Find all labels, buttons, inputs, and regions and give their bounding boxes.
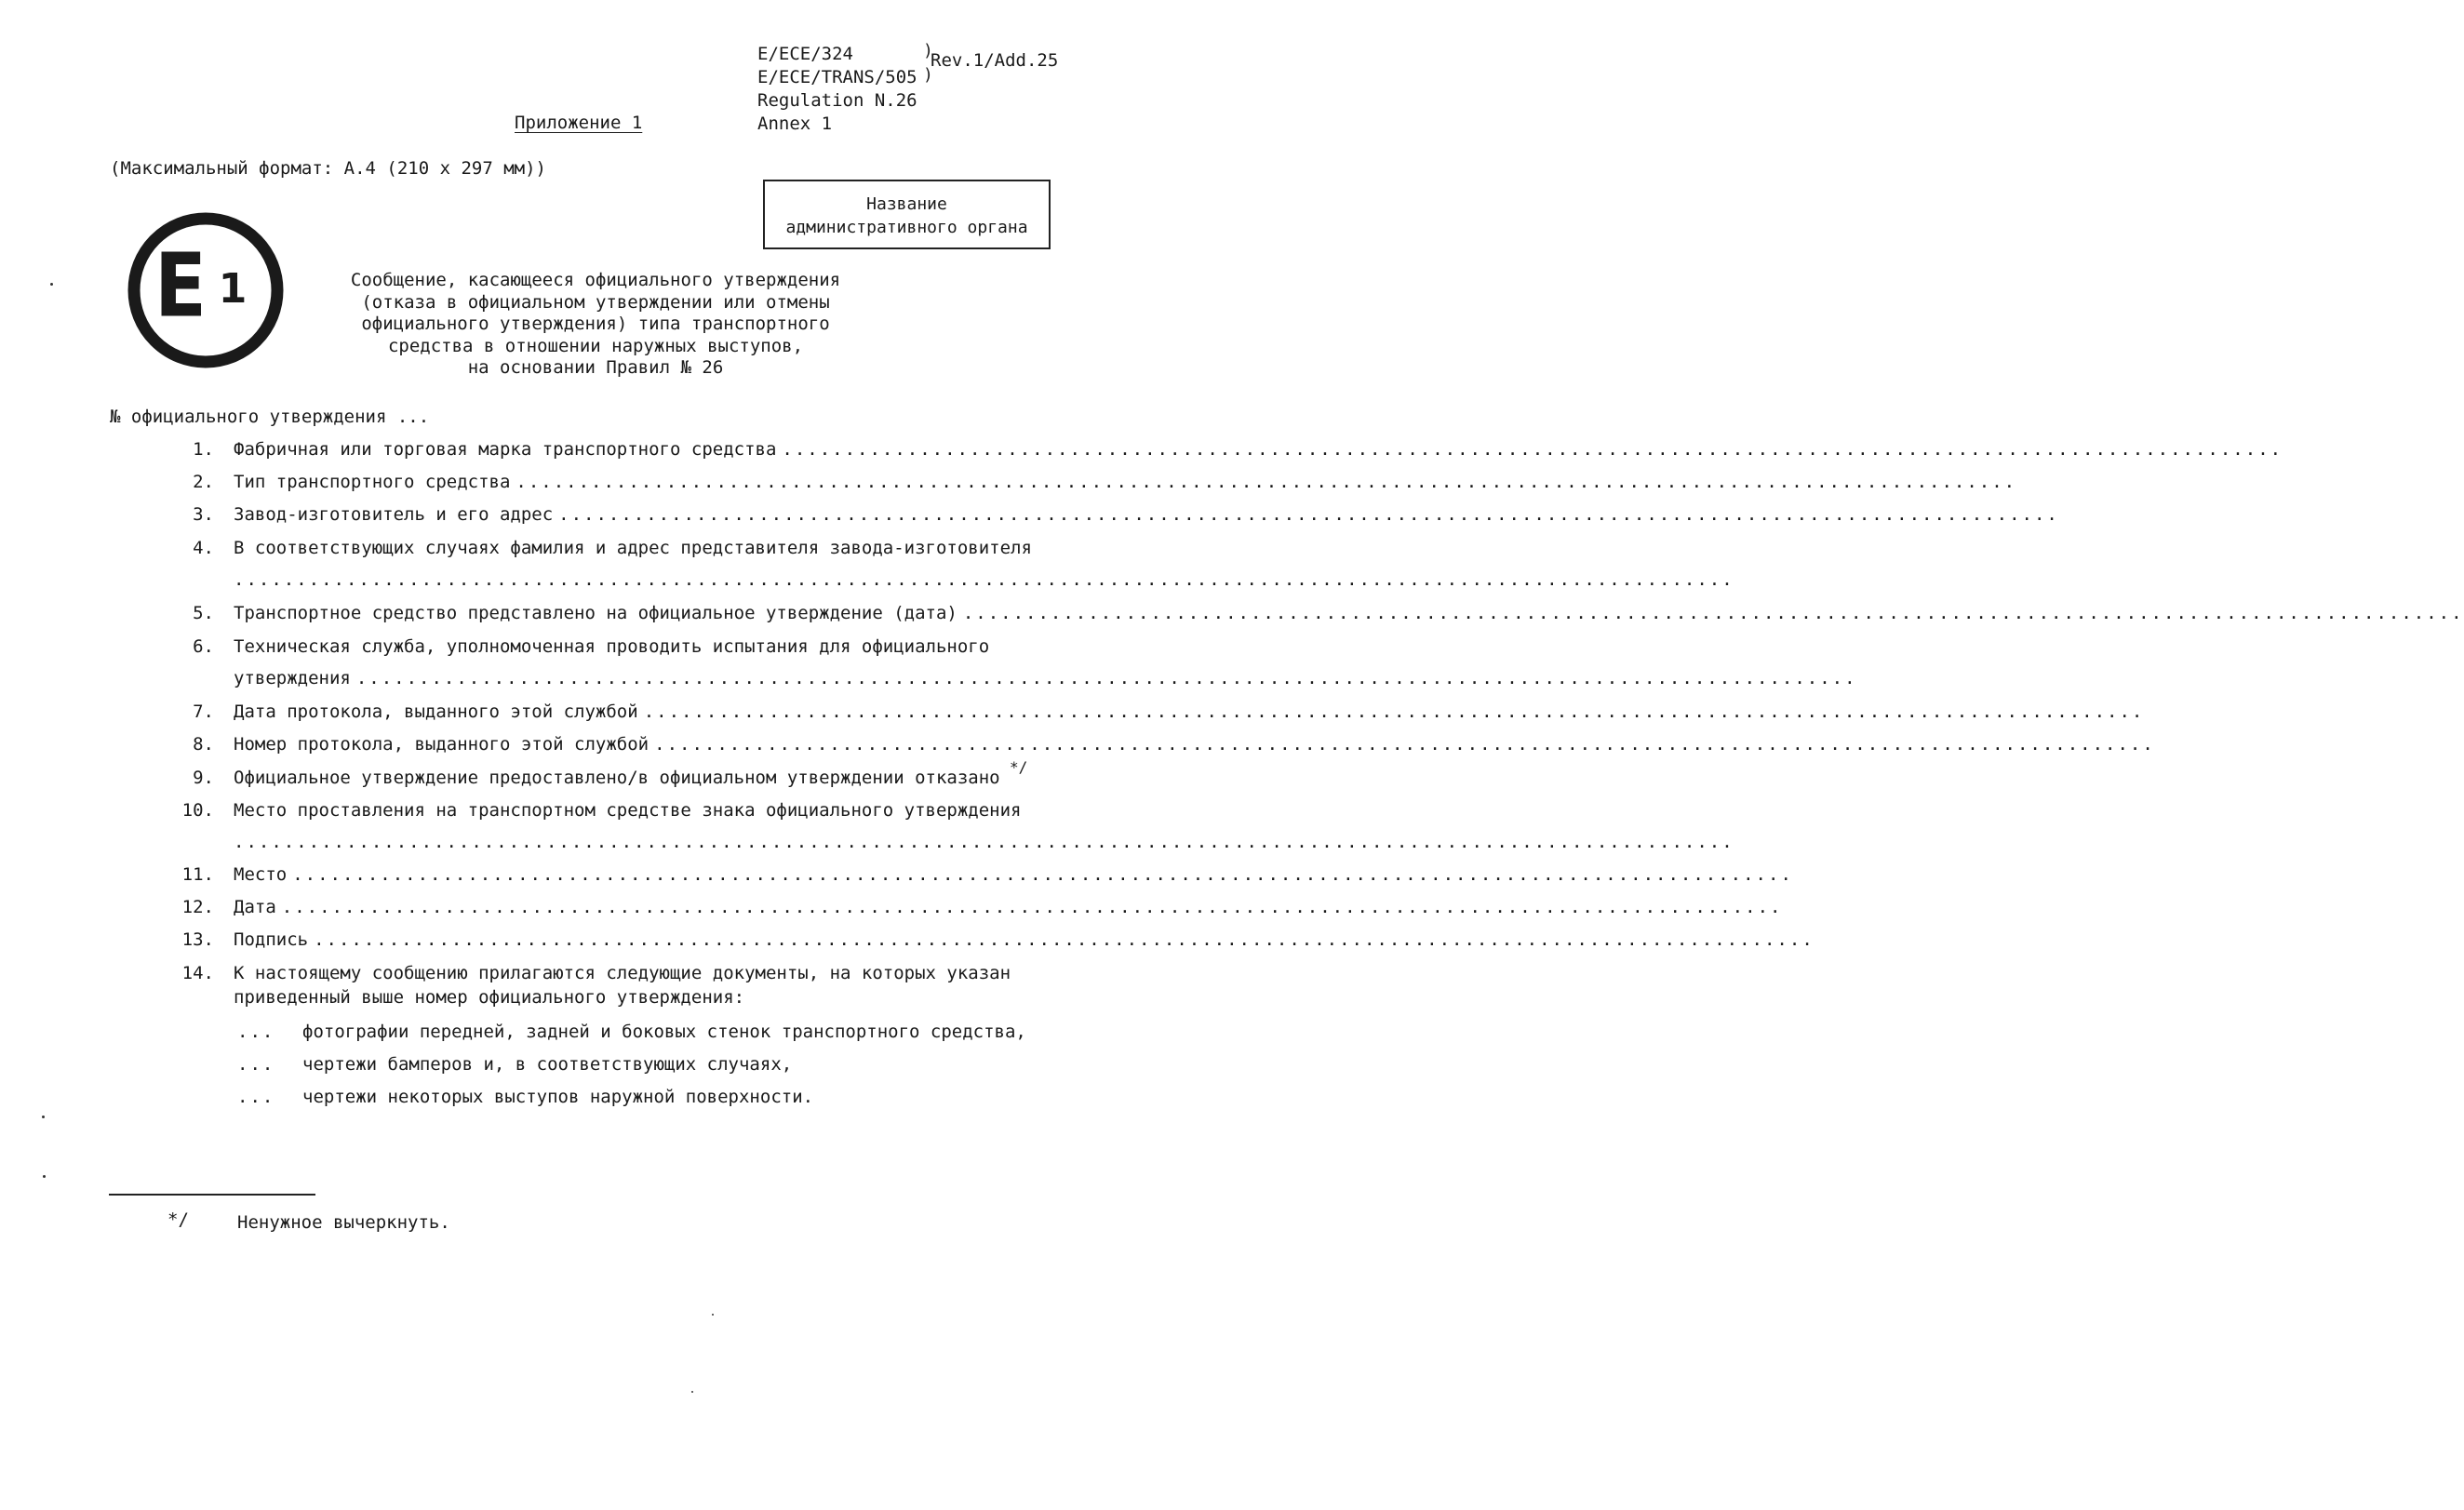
attachment-marker: ...	[237, 1054, 275, 1075]
authority-box-line-2: административного органа	[785, 218, 1028, 237]
fill-in-dots[interactable]: ........................................................................................................................	[234, 569, 1734, 590]
approval-number-label: № официального утверждения ...	[110, 407, 430, 427]
form-item-10	[0, 800, 1115, 828]
attachment-text: фотографии передней, задней и боковых стенок транспортного средства,	[302, 1022, 1026, 1042]
item-14-continuation: приведенный выше номер официального утверждения:	[234, 987, 745, 1008]
ref-line-2: E/ECE/TRANS/505	[757, 67, 917, 87]
message-line-3: официального утверждения) типа транспортного	[361, 314, 830, 334]
form-item-3	[0, 504, 2059, 532]
item-label: Тип транспортного средства	[234, 472, 511, 492]
item-number: 8.	[193, 734, 214, 755]
form-item-6-continuation	[0, 668, 1857, 696]
item-number: 1.	[193, 439, 214, 460]
attachment-text: чертежи некоторых выступов наружной поверхности.	[302, 1087, 814, 1107]
document-reference-block	[757, 43, 917, 136]
authority-box-line-1: Название	[866, 194, 947, 214]
footnote-text: Ненужное вычеркнуть.	[237, 1212, 450, 1233]
fill-in-dots[interactable]: ........................................................................................................................	[314, 929, 1815, 950]
form-item-11	[0, 864, 1793, 892]
item-label: К настоящему сообщению прилагаются следующие документы, на которых указан	[234, 963, 1011, 983]
form-item-7	[0, 702, 2145, 729]
annex-title: Приложение 1	[515, 113, 643, 133]
form-item-13	[0, 929, 1815, 957]
attachment-text: чертежи бамперов и, в соответствующих случаях,	[302, 1054, 793, 1075]
item-label: Фабричная или торговая марка транспортного средства	[234, 439, 777, 460]
item-number: 4.	[193, 538, 214, 558]
item-number: 12.	[181, 897, 214, 917]
message-line-2: (отказа в официальном утверждении или отмены	[361, 291, 830, 313]
item-number: 10.	[181, 800, 214, 821]
item-number: 13.	[181, 929, 214, 950]
fill-in-dots[interactable]: ........................................................................................................................	[782, 439, 2283, 460]
ref-line-4: Annex 1	[757, 114, 833, 134]
fill-in-dots[interactable]: ........................................................................................................................	[281, 897, 1783, 917]
footnote-mark: */	[167, 1209, 189, 1230]
form-item-9	[0, 768, 1115, 795]
fill-in-dots[interactable]: ........................................................................................................................	[292, 864, 1793, 885]
item-label: В соответствующих случаях фамилия и адрес представителя завода-изготовителя	[234, 538, 1032, 558]
item-number: 9.	[193, 768, 214, 788]
form-item-2	[0, 472, 2017, 500]
item-number: 6.	[193, 636, 214, 657]
fill-in-dots[interactable]: ........................................................................................................................	[558, 504, 2059, 525]
item-number: 3.	[193, 504, 214, 525]
fill-in-dots[interactable]: ........................................................................................................................	[516, 472, 2017, 492]
form-item-6	[0, 636, 1115, 664]
item-label: Место проставления на транспортном средстве знака официального утверждения	[234, 800, 1022, 821]
ref-line-3: Regulation N.26	[757, 90, 917, 111]
message-title	[333, 270, 858, 380]
item-label: Дата	[234, 897, 276, 917]
form-item-5	[0, 603, 2464, 631]
item-label: Завод-изготовитель и его адрес	[234, 504, 554, 525]
item-label: Подпись	[234, 929, 309, 950]
message-line-4: средства в отношении наружных выступов,	[387, 335, 804, 356]
item-number: 11.	[181, 864, 214, 885]
form-item-1	[0, 439, 2283, 467]
fill-in-dots[interactable]: ........................................................................................................................	[355, 668, 1857, 688]
item-label: Дата протокола, выданного этой службой	[234, 702, 638, 722]
ref-brace: ) )	[923, 41, 933, 85]
item-number: 14.	[181, 963, 214, 983]
revision-label: Rev.1/Add.25	[931, 50, 1059, 71]
emblem-number: 1	[218, 265, 248, 313]
attachment-marker: ...	[237, 1087, 275, 1107]
item-number: 2.	[193, 472, 214, 492]
form-item-12	[0, 897, 1783, 925]
scan-speck	[50, 283, 53, 286]
message-line-1: Сообщение, касающееся официального утверждения	[350, 270, 841, 290]
footnote-reference: */	[1010, 758, 1028, 776]
item-label: Номер протокола, выданного этой службой	[234, 734, 649, 755]
form-item-8	[0, 734, 2155, 762]
scan-speck	[712, 1314, 714, 1316]
fill-in-dots[interactable]: ........................................................................................................................	[654, 734, 2155, 755]
message-line-5: на основании Правил № 26	[467, 357, 724, 378]
item-label-continuation: утверждения	[234, 668, 351, 688]
item-label: Официальное утверждение предоставлено/в официальном утверждении отказано	[234, 768, 1000, 788]
ref-line-1: E/ECE/324	[757, 44, 853, 64]
format-note: (Максимальный формат: А.4 (210 x 297 мм))	[110, 158, 546, 179]
item-number: 7.	[193, 702, 214, 722]
form-item-4	[0, 538, 1115, 566]
fill-in-dots[interactable]: ........................................................................................................................	[234, 832, 1734, 852]
scan-speck	[42, 1116, 45, 1118]
item-label: Транспортное средство представлено на официальное утверждение (дата)	[234, 603, 957, 623]
item-label: Место	[234, 864, 288, 885]
scan-speck	[691, 1391, 693, 1393]
item-label: Техническая служба, уполномоченная проводить испытания для официального	[234, 636, 990, 657]
emblem-letter: E	[154, 234, 208, 338]
attachment-marker: ...	[237, 1022, 275, 1042]
e1-approval-mark-icon	[127, 211, 285, 369]
fill-in-dots[interactable]: ........................................................................................................................	[643, 702, 2145, 722]
scan-speck	[43, 1175, 46, 1178]
item-number: 5.	[193, 603, 214, 623]
authority-name-box	[763, 180, 1051, 249]
fill-in-dots[interactable]: ........................................................................................................................	[962, 603, 2464, 623]
footnote-divider	[109, 1194, 315, 1196]
